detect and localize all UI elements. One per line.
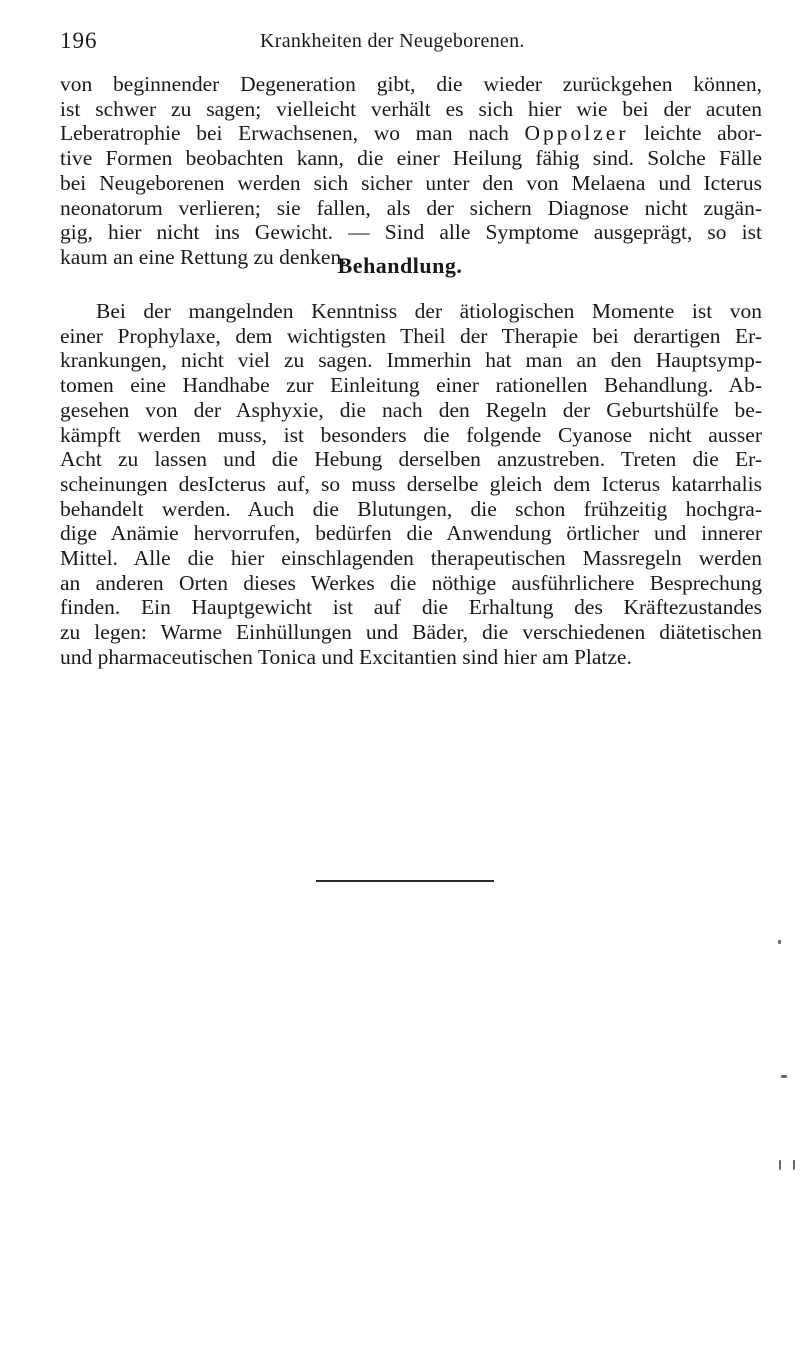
text-line: scheinungen desIcterus auf, so muss derselbe gleich dem Icterus katarrhalis xyxy=(60,471,762,496)
scan-speck xyxy=(781,1075,787,1078)
section-heading-behandlung: Behandlung. xyxy=(337,253,463,278)
text-fragment: leichte abor- xyxy=(644,121,763,146)
scan-speck xyxy=(778,940,781,944)
paragraph-degeneration xyxy=(60,72,762,270)
text-line: und pharmaceutischen Tonica und Excitantien sind hier am Platze. xyxy=(60,644,632,669)
text-line-with-author xyxy=(60,121,762,146)
text-line: dige Anämie hervorrufen, bedürfen die Anwendung örtlicher und innerer xyxy=(60,521,762,546)
text-line: von beginnender Degeneration gibt, die wieder zurückgehen können, xyxy=(60,72,762,96)
scan-speck xyxy=(779,1160,781,1170)
text-line: behandelt werden. Auch die Blutungen, die schon frühzeitig hochgra- xyxy=(60,496,762,521)
text-line: gig, hier nicht ins Gewicht. — Sind alle Symptome ausgeprägt, so ist xyxy=(60,220,762,245)
section-end-rule xyxy=(316,880,494,882)
text-line: krankungen, nicht viel zu sagen. Immerhin hat man an den Hauptsymp- xyxy=(60,348,762,373)
text-line: an anderen Orten dieses Werkes die nöthige ausführlichere Besprechung xyxy=(60,570,762,595)
text-line: bei Neugeborenen werden sich sicher unter den von Melaena und Icterus xyxy=(60,170,762,195)
text-line: kaum an eine Rettung zu denken. xyxy=(60,244,347,269)
text-line: einer Prophylaxe, dem wichtigsten Theil der Therapie bei derartigen Er- xyxy=(60,323,762,348)
page-number: 196 xyxy=(60,28,98,53)
text-line: tive Formen beobachten kann, die einer Heilung fähig sind. Solche Fälle xyxy=(60,146,762,171)
text-line: gesehen von der Asphyxie, die nach den Regeln der Geburtshülfe be- xyxy=(60,397,762,422)
text-line: neonatorum verlieren; sie fallen, als der sichern Diagnose nicht zugän- xyxy=(60,195,762,220)
author-name-oppolzer: Oppolzer xyxy=(524,121,629,146)
paragraph-treatment xyxy=(60,299,762,670)
running-head xyxy=(60,28,760,58)
text-line: ist schwer zu sagen; vielleicht verhält es sich hier wie bei der acuten xyxy=(60,96,762,121)
text-line: kämpft werden muss, ist besonders die folgende Cyanose nicht ausser xyxy=(60,422,762,447)
running-title: Krankheiten der Neugeborenen. xyxy=(260,30,525,52)
text-line: Bei der mangelnden Kenntniss der ätiologischen Momente ist von xyxy=(96,299,762,323)
text-line: Mittel. Alle die hier einschlagenden therapeutischen Massregeln werden xyxy=(60,546,762,571)
text-fragment: Leberatrophie bei Erwachsenen, wo man nach xyxy=(60,121,509,146)
text-line: tomen eine Handhabe zur Einleitung einer rationellen Behandlung. Ab- xyxy=(60,373,762,398)
text-line: finden. Ein Hauptgewicht ist auf die Erhaltung des Kräftezustandes xyxy=(60,595,762,620)
scan-speck xyxy=(793,1160,795,1170)
text-line: zu legen: Warme Einhüllungen und Bäder, die verschiedenen diätetischen xyxy=(60,620,762,645)
text-line: Acht zu lassen und die Hebung derselben anzustreben. Treten die Er- xyxy=(60,447,762,472)
